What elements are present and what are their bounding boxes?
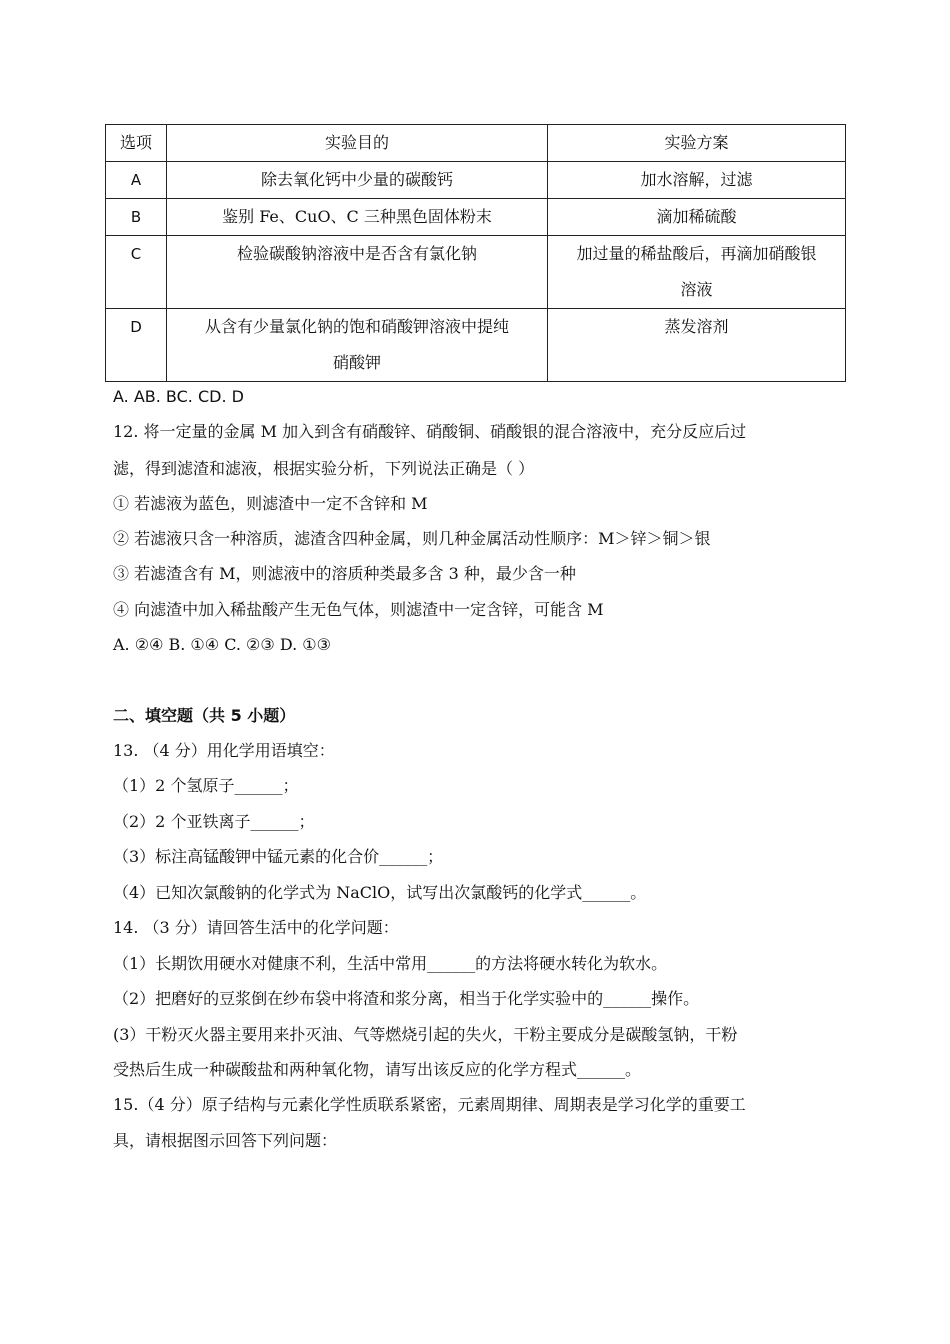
q12-stem-line: 滤，得到滤渣和滤液，根据实验分析，下列说法正确是（ ）: [113, 459, 535, 478]
q12-stem-line: 12. 将一定量的金属 M 加入到含有硝酸锌、硝酸铜、硝酸银的混合溶液中，充分反应后过: [113, 422, 747, 441]
q14-part-1: （1）长期饮用硬水对健康不利，生活中常用______的方法将硬水转化为软水。: [113, 954, 668, 973]
q13-part-2: （2）2 个亚铁离子______；: [113, 812, 315, 831]
row-plan-line: 加过量的稀盐酸后，再滴加硝酸银: [576, 244, 817, 263]
row-option: C: [106, 236, 167, 309]
q13-part-4: （4）已知次氯酸钠的化学式为 NaClO，试写出次氯酸钙的化学式______。: [113, 883, 647, 902]
row-option: A: [106, 162, 167, 199]
header-purpose: 实验目的: [167, 125, 548, 162]
row-option: B: [106, 199, 167, 236]
table-row: [106, 199, 846, 236]
header-plan: 实验方案: [548, 125, 846, 162]
table-row: [106, 236, 846, 309]
table-row: [106, 162, 846, 199]
q12-statement-2: ② 若滤液只含一种溶质，滤渣含四种金属，则几种金属活动性顺序：M＞锌＞铜＞银: [113, 529, 711, 548]
row-purpose-line: 硝酸钾: [332, 353, 381, 372]
row-purpose: 除去氧化钙中少量的碳酸钙: [167, 162, 548, 199]
q14-part-2: （2）把磨好的豆浆倒在纱布袋中将渣和浆分离，相当于化学实验中的______操作。: [113, 989, 700, 1008]
row-plan: 滴加稀硫酸: [548, 199, 846, 236]
header-option: 选项: [106, 125, 167, 162]
q13-part-1: （1）2 个氢原子______；: [113, 776, 299, 795]
q14-stem: 14. （3 分）请回答生活中的化学问题：: [113, 918, 399, 937]
q14-part-3-line: (3）干粉灭火器主要用来扑灭油、气等燃烧引起的失火，干粉主要成分是碳酸氢钠，干粉: [113, 1025, 738, 1044]
q11-answer-options: A. AB. BC. CD. D: [113, 387, 244, 406]
q13-part-3: （3）标注高锰酸钾中锰元素的化合价______；: [113, 847, 444, 866]
q12-statement-1: ① 若滤液为蓝色，则滤渣中一定不含锌和 M: [113, 494, 428, 513]
table-header-row: [106, 125, 846, 162]
row-purpose: 检验碳酸钠溶液中是否含有氯化钠: [167, 236, 548, 309]
row-plan: 加水溶解，过滤: [548, 162, 846, 199]
q15-stem-line: 15.（4 分）原子结构与元素化学性质联系紧密，元素周期律、周期表是学习化学的重要工: [113, 1095, 746, 1114]
row-purpose: 鉴别 Fe、CuO、C 三种黑色固体粉末: [167, 199, 548, 236]
q12-statement-4: ④ 向滤渣中加入稀盐酸产生无色气体，则滤渣中一定含锌，可能含 M: [113, 600, 604, 619]
row-purpose: [167, 309, 548, 382]
q14-part-3-line: 受热后生成一种碳酸盐和两种氧化物，请写出该反应的化学方程式______。: [113, 1060, 642, 1079]
q13-stem: 13. （4 分）用化学用语填空：: [113, 741, 335, 760]
q12-answer-options: A. ②④ B. ①④ C. ②③ D. ①③: [113, 635, 331, 654]
table-row: [106, 309, 846, 382]
row-plan: 蒸发溶剂: [548, 309, 846, 382]
q15-stem-line: 具，请根据图示回答下列问题：: [113, 1131, 338, 1150]
experiment-table: [105, 124, 846, 382]
row-option: D: [106, 309, 167, 382]
row-plan: [548, 236, 846, 309]
q12-statement-3: ③ 若滤渣含有 M，则滤液中的溶质种类最多含 3 种，最少含一种: [113, 564, 576, 583]
section-title: 二、填空题（共 5 小题）: [113, 706, 296, 725]
row-plan-line: 溶液: [680, 280, 713, 299]
row-purpose-line: 从含有少量氯化钠的饱和硝酸钾溶液中提纯: [204, 317, 509, 336]
